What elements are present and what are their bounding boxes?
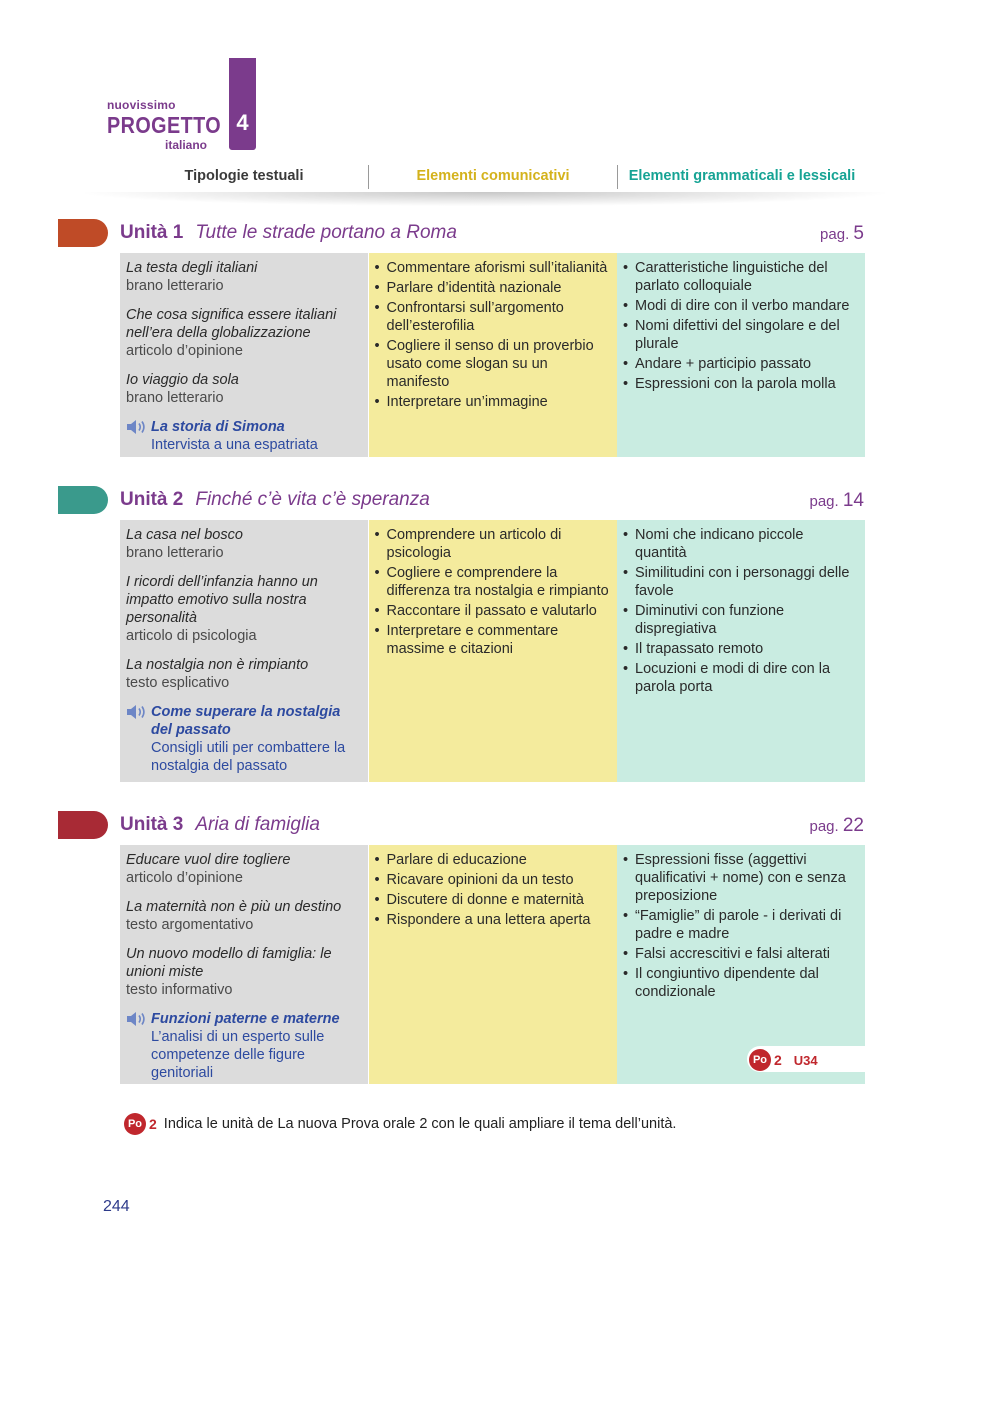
- text-title: La casa nel bosco: [126, 527, 243, 543]
- text-item: [126, 851, 362, 887]
- audio-title: Come superare la nostalgia del passato: [151, 704, 341, 738]
- unit-marker: [58, 219, 108, 247]
- communicative-item: • Raccontare il passato e valutarlo: [375, 602, 611, 620]
- unit-content-grid: [120, 253, 865, 457]
- text-title: Un nuovo modello di famiglia: le unioni miste: [126, 946, 332, 980]
- communicative-cell: [369, 520, 617, 782]
- column-header-communicative: Elementi comunicativi: [416, 168, 570, 184]
- speaker-icon: [126, 704, 148, 720]
- communicative-item: • Ricavare opinioni da un testo: [375, 871, 611, 889]
- unit-title: Aria di famiglia: [195, 814, 320, 835]
- prova-orale-reference-tag: [747, 1046, 865, 1072]
- communicative-item: • Cogliere il senso di un proverbio usato come slogan su un manifesto: [375, 337, 611, 391]
- communicative-item: • Parlare d’identità nazionale: [375, 279, 611, 297]
- unit-title: Tutte le strade portano a Roma: [195, 222, 457, 243]
- audio-subtitle: Intervista a una espatriata: [151, 437, 318, 453]
- unit-marker: [58, 811, 108, 839]
- communicative-item: • Parlare di educazione: [375, 851, 611, 869]
- text-types-cell: [120, 520, 368, 782]
- unit-label: Unità 2: [120, 489, 184, 510]
- communicative-item: • Interpretare e commentare massime e citazioni: [375, 622, 611, 658]
- grammar-item: • Il trapassato remoto: [623, 640, 859, 658]
- text-item: [126, 306, 362, 360]
- text-kind: articolo d’opinione: [126, 343, 243, 359]
- prova-orale-volume: 2: [774, 1052, 782, 1068]
- text-item: [126, 656, 362, 692]
- unit-label: Unità 3: [120, 814, 184, 835]
- column-header-grammar: Elementi grammaticali e lessicali: [628, 168, 856, 184]
- text-title: Io viaggio da sola: [126, 372, 239, 388]
- unit-label: Unità 1: [120, 222, 184, 243]
- series-logo: [107, 58, 267, 150]
- unit-heading: [120, 222, 457, 244]
- unit-content-grid: [120, 520, 865, 782]
- text-item: [126, 371, 362, 407]
- text-title: La testa degli italiani: [126, 260, 258, 276]
- grammar-cell: [617, 253, 865, 457]
- grammar-item: • Locuzioni e modi di dire con la parola porta: [623, 660, 859, 696]
- unit-page-ref: [809, 490, 864, 512]
- logo-line-2: PROGETTO: [107, 112, 222, 138]
- text-title: I ricordi dell’infanzia hanno un impatto emotivo sulla nostra personalità: [126, 574, 318, 626]
- header-shadow-divider: [85, 192, 885, 206]
- text-kind: articolo d’opinione: [126, 870, 243, 886]
- logo-line-3: italiano: [165, 138, 208, 152]
- grammar-cell: [617, 520, 865, 782]
- unit-title: Finché c’è vita c’è speranza: [195, 489, 430, 510]
- grammar-item: • Espressioni fisse (aggettivi qualificativi + nome) con e senza preposizione: [623, 851, 859, 905]
- audio-item: [126, 418, 362, 454]
- text-kind: brano letterario: [126, 278, 224, 294]
- prova-orale-volume: 2: [149, 1116, 157, 1132]
- text-types-cell: [120, 845, 368, 1084]
- page-ref-number: 22: [842, 815, 864, 836]
- grammar-item: • Il congiuntivo dipendente dal condizionale: [623, 965, 859, 1001]
- text-kind: testo informativo: [126, 982, 233, 998]
- page-ref-label: pag.: [809, 818, 839, 835]
- grammar-item: • Nomi difettivi del singolare e del plurale: [623, 317, 859, 353]
- page-ref-number: 14: [842, 490, 864, 511]
- text-item: [126, 945, 362, 999]
- prova-orale-unit: U34: [793, 1052, 818, 1068]
- unit-marker: [58, 486, 108, 514]
- unit-heading: [120, 489, 430, 511]
- grammar-item: • “Famiglie” di parole - i derivati di padre e madre: [623, 907, 859, 943]
- text-title: Che cosa significa essere italiani nell’era della globalizzazione: [126, 307, 337, 341]
- grammar-item: • Andare + participio passato: [623, 355, 859, 373]
- logo-line-1: nuovissimo: [107, 98, 176, 112]
- page-number: 244: [103, 1198, 130, 1215]
- text-title: La maternità non è più un destino: [126, 899, 342, 915]
- communicative-cell: [369, 253, 617, 457]
- speaker-icon: [126, 1011, 148, 1027]
- communicative-item: • Confrontarsi sull’argomento dell’esterofilia: [375, 299, 611, 335]
- text-kind: articolo di psicologia: [126, 628, 257, 644]
- unit-heading: [120, 814, 320, 836]
- grammar-item: • Similitudini con i personaggi delle favole: [623, 564, 859, 600]
- volume-tab: [229, 58, 256, 150]
- text-kind: brano letterario: [126, 390, 224, 406]
- text-types-cell: [120, 253, 368, 457]
- audio-subtitle: L’analisi di un esperto sulle competenze delle figure genitoriali: [151, 1029, 325, 1081]
- grammar-item: • Nomi che indicano piccole quantità: [623, 526, 859, 562]
- speaker-icon: [126, 419, 148, 435]
- page-ref-label: pag.: [820, 226, 850, 243]
- audio-subtitle: Consigli utili per combattere la nostalgia del passato: [151, 740, 346, 774]
- volume-number: 4: [236, 110, 249, 135]
- audio-item: [126, 1010, 362, 1082]
- text-title: Educare vuol dire togliere: [126, 852, 291, 868]
- grammar-item: • Diminutivi con funzione dispregiativa: [623, 602, 859, 638]
- communicative-item: • Comprendere un articolo di psicologia: [375, 526, 611, 562]
- text-kind: testo esplicativo: [126, 675, 230, 691]
- page-ref-label: pag.: [809, 493, 839, 510]
- unit-page-ref: [809, 815, 864, 837]
- column-header-text-types: Tipologie testuali: [184, 168, 304, 184]
- footnote-text: Indica le unità de La nuova Prova orale 2 con le quali ampliare il tema dell’unità.: [163, 1116, 677, 1132]
- communicative-item: • Interpretare un’immagine: [375, 393, 611, 411]
- audio-title: Funzioni paterne e materne: [151, 1011, 340, 1027]
- text-item: [126, 526, 362, 562]
- text-item: [126, 573, 362, 645]
- communicative-item: • Discutere di donne e maternità: [375, 891, 611, 909]
- text-item: [126, 259, 362, 295]
- grammar-item: • Falsi accrescitivi e falsi alterati: [623, 945, 859, 963]
- communicative-item: • Rispondere a una lettera aperta: [375, 911, 611, 929]
- prova-orale-badge: Po: [749, 1049, 771, 1071]
- text-item: [126, 898, 362, 934]
- text-kind: brano letterario: [126, 545, 224, 561]
- communicative-cell: [369, 845, 617, 1084]
- grammar-item: • Modi di dire con il verbo mandare: [623, 297, 859, 315]
- audio-item: [126, 703, 362, 775]
- communicative-item: • Commentare aforismi sull’italianità: [375, 259, 611, 277]
- prova-orale-badge: Po: [124, 1113, 146, 1135]
- footnote: [124, 1113, 676, 1135]
- page-ref-number: 5: [853, 223, 864, 244]
- unit-page-ref: [820, 223, 864, 245]
- text-kind: testo argomentativo: [126, 917, 254, 933]
- grammar-item: • Espressioni con la parola molla: [623, 375, 859, 393]
- grammar-item: • Caratteristiche linguistiche del parlato colloquiale: [623, 259, 859, 295]
- audio-title: La storia di Simona: [151, 419, 285, 435]
- text-title: La nostalgia non è rimpianto: [126, 657, 309, 673]
- communicative-item: • Cogliere e comprendere la differenza tra nostalgia e rimpianto: [375, 564, 611, 600]
